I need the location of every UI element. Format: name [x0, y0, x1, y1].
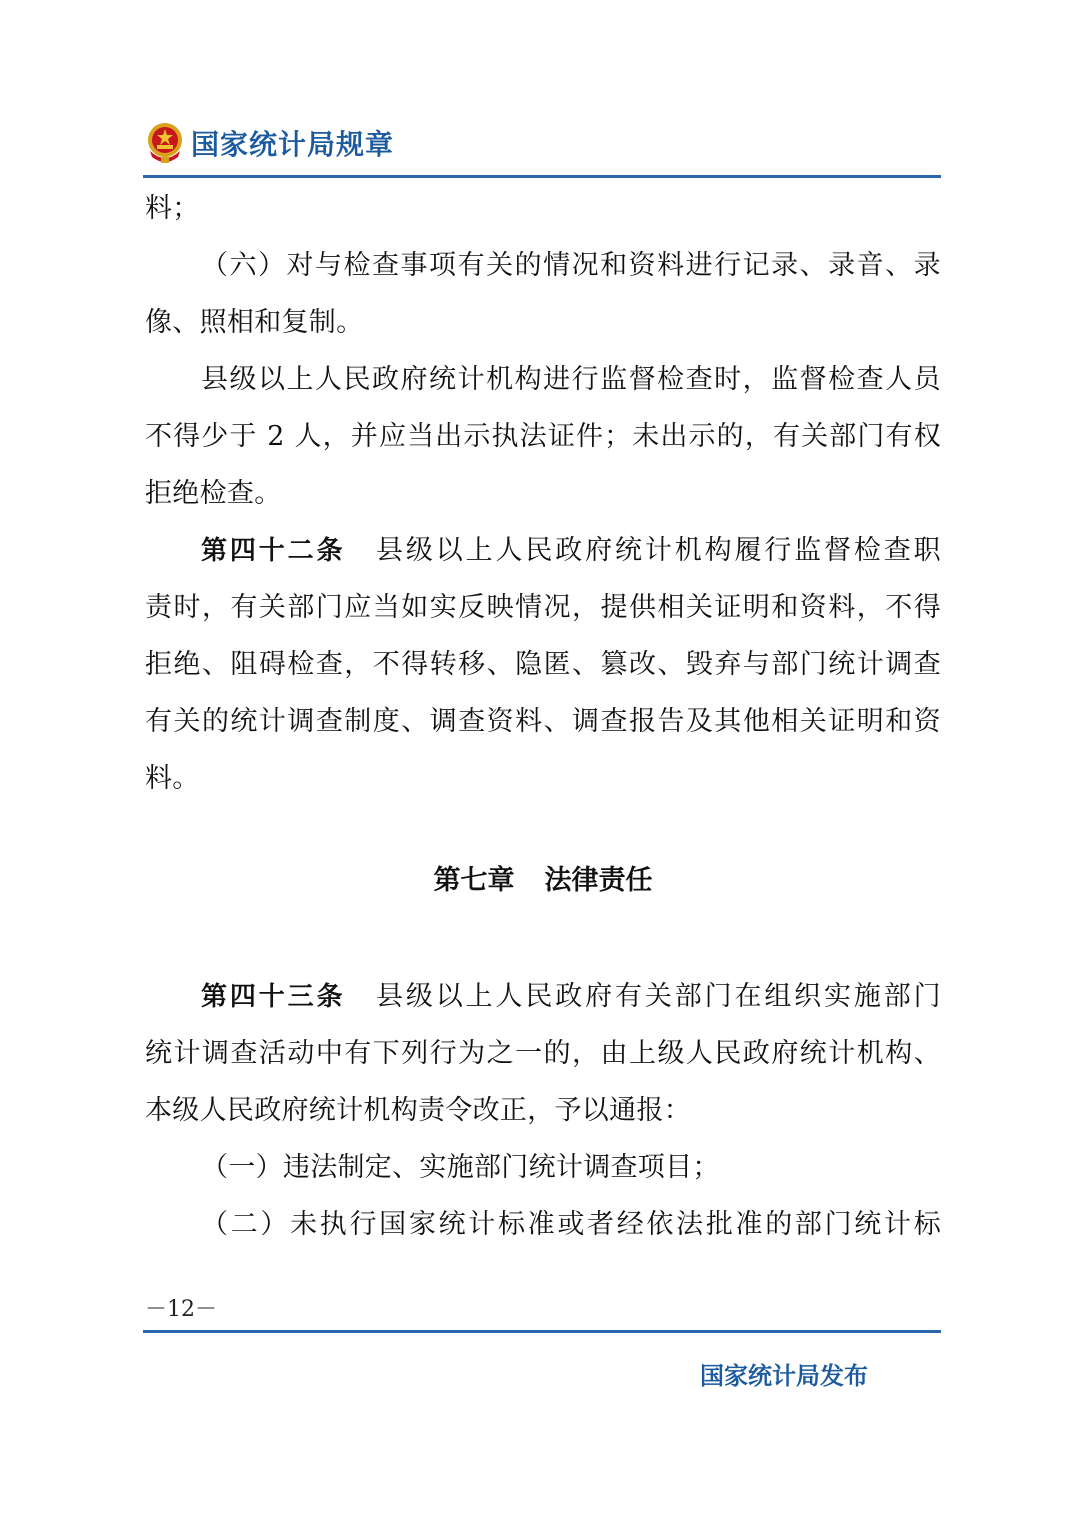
text-line: 统计调查活动中有下列行为之一的，由上级人民政府统计机构、 [145, 1038, 941, 1069]
text-line: 县级以上人民政府统计机构进行监督检查时，监督检查人员 [201, 364, 941, 395]
header-divider [143, 175, 941, 178]
page-number: －12－ [145, 1297, 217, 1322]
chapter-number: 第七章 [433, 865, 515, 896]
header-title: 国家统计局规章 [191, 128, 395, 161]
text-line: （二）未执行国家统计标准或者经依法批准的部门统计标 [201, 1209, 941, 1240]
text-line: 不得少于 2 人，并应当出示执法证件；未出示的，有关部门有权 [145, 421, 941, 452]
publisher-label: 国家统计局发布 [700, 1362, 868, 1390]
national-emblem-icon [145, 121, 185, 165]
text-line: 像、照相和复制。 [145, 307, 364, 338]
text-line: 县级以上人民政府统计机构履行监督检查职 [373, 535, 941, 566]
document-body-lower [145, 968, 941, 1253]
text-line: 料。 [145, 763, 200, 794]
article-42-heading: 第四十二条 [201, 536, 346, 566]
text-line: 料； [145, 193, 200, 224]
text-line: 责时，有关部门应当如实反映情况，提供相关证明和资料，不得 [145, 592, 941, 623]
footer-divider [143, 1330, 941, 1333]
chapter-title: 法律责任 [544, 865, 653, 896]
article-43-first-line [145, 968, 941, 1025]
text-line: 本级人民政府统计机构责令改正，予以通报： [145, 1095, 691, 1126]
chapter-heading [145, 858, 941, 897]
text-line: 有关的统计调查制度、调查资料、调查报告及其他相关证明和资 [145, 706, 941, 737]
text-line: 拒绝、阻碍检查，不得转移、隐匿、篡改、毁弃与部门统计调查 [145, 649, 941, 680]
text-line: 拒绝检查。 [145, 478, 282, 509]
text-line: （一）违法制定、实施部门统计调查项目； [201, 1152, 720, 1183]
article-43-heading: 第四十三条 [201, 982, 346, 1012]
page-header [145, 118, 394, 168]
article-42-first-line [145, 522, 941, 579]
text-line: 县级以上人民政府有关部门在组织实施部门 [373, 981, 941, 1012]
text-line: （六）对与检查事项有关的情况和资料进行记录、录音、录 [201, 250, 941, 281]
document-body-upper [145, 180, 941, 807]
